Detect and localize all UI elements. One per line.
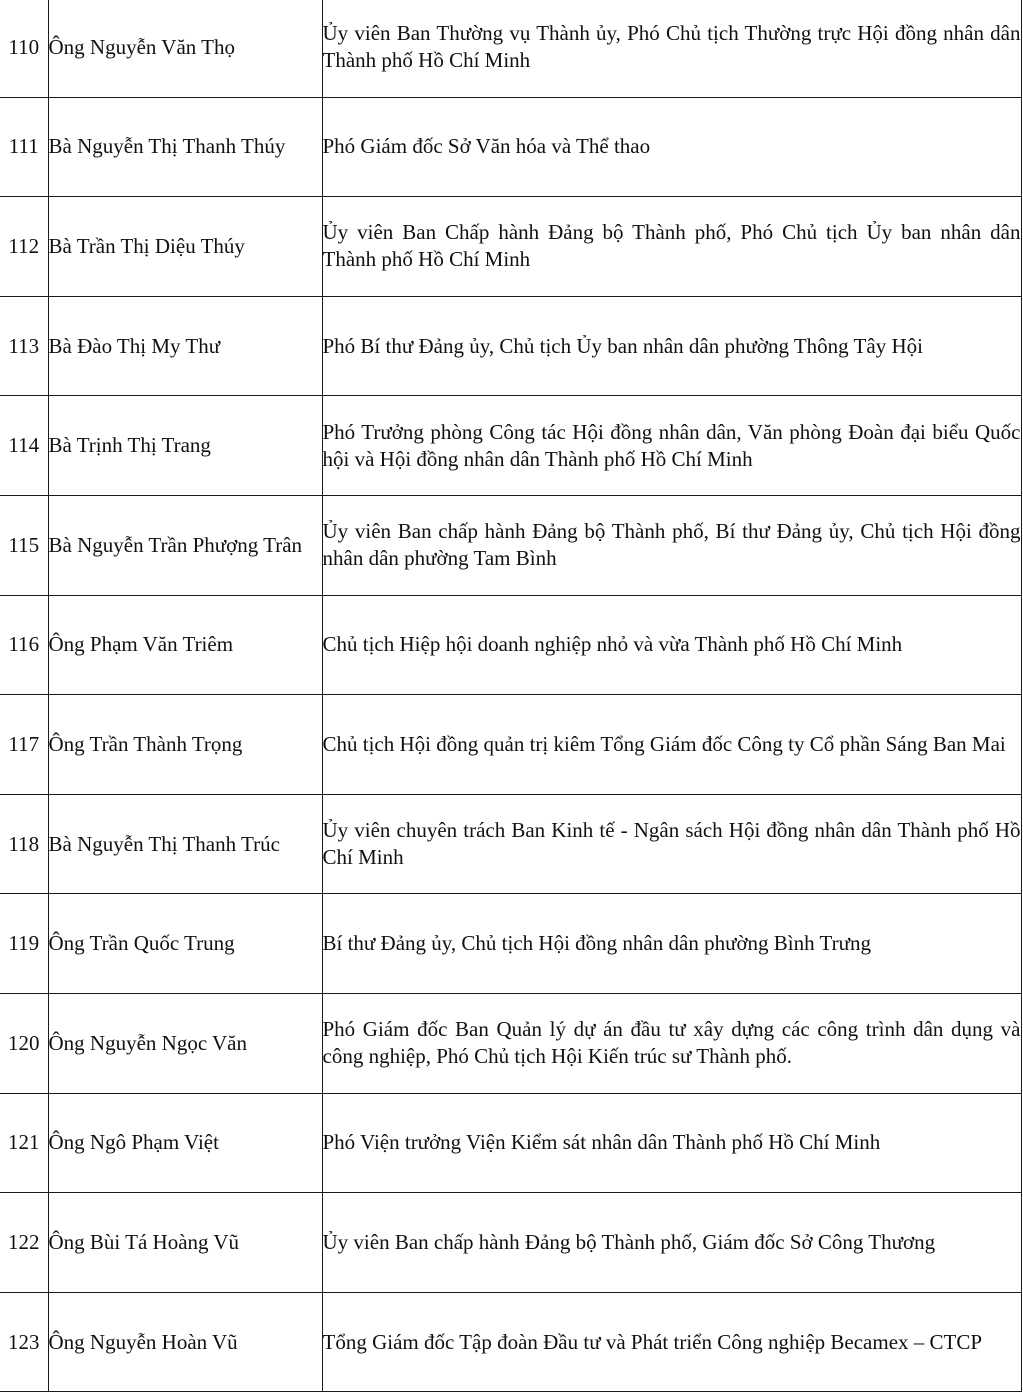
delegate-name: Ông Ngô Phạm Việt	[48, 1093, 322, 1193]
delegate-position: Ủy viên chuyên trách Ban Kinh tế - Ngân sách Hội đồng nhân dân Thành phố Hồ Chí Minh	[322, 794, 1021, 894]
row-number: 120	[0, 993, 48, 1093]
table-row	[0, 97, 1021, 197]
delegate-position: Phó Viện trưởng Viện Kiểm sát nhân dân Thành phố Hồ Chí Minh	[322, 1093, 1021, 1193]
delegate-position: Chủ tịch Hội đồng quản trị kiêm Tổng Giám đốc Công ty Cổ phần Sáng Ban Mai	[322, 695, 1021, 795]
delegate-position: Ủy viên Ban Thường vụ Thành ủy, Phó Chủ tịch Thường trực Hội đồng nhân dân Thành phố Hồ Chí Minh	[322, 0, 1021, 97]
row-number: 113	[0, 296, 48, 396]
delegate-name: Ông Trần Thành Trọng	[48, 695, 322, 795]
delegate-position: Tổng Giám đốc Tập đoàn Đầu tư và Phát triển Công nghiệp Becamex – CTCP	[322, 1292, 1021, 1392]
delegate-name: Bà Nguyễn Trần Phượng Trân	[48, 495, 322, 595]
table-row	[0, 1292, 1021, 1392]
delegate-position: Chủ tịch Hiệp hội doanh nghiệp nhỏ và vừa Thành phố Hồ Chí Minh	[322, 595, 1021, 695]
row-number: 114	[0, 396, 48, 496]
table-row	[0, 296, 1021, 396]
delegate-position: Bí thư Đảng ủy, Chủ tịch Hội đồng nhân dân phường Bình Trưng	[322, 894, 1021, 994]
table-row	[0, 695, 1021, 795]
row-number: 121	[0, 1093, 48, 1193]
row-number: 112	[0, 197, 48, 297]
table-row	[0, 0, 1021, 97]
delegate-position: Ủy viên Ban chấp hành Đảng bộ Thành phố, Bí thư Đảng ủy, Chủ tịch Hội đồng nhân dân phường Tam Bình	[322, 495, 1021, 595]
table-row	[0, 396, 1021, 496]
delegate-name: Bà Trần Thị Diệu Thúy	[48, 197, 322, 297]
table-row	[0, 993, 1021, 1093]
delegate-name: Ông Phạm Văn Triêm	[48, 595, 322, 695]
delegate-position: Phó Giám đốc Sở Văn hóa và Thể thao	[322, 97, 1021, 197]
row-number: 122	[0, 1193, 48, 1293]
delegate-position: Phó Bí thư Đảng ủy, Chủ tịch Ủy ban nhân dân phường Thông Tây Hội	[322, 296, 1021, 396]
row-number: 119	[0, 894, 48, 994]
table-row	[0, 1093, 1021, 1193]
delegate-name: Bà Nguyễn Thị Thanh Thúy	[48, 97, 322, 197]
row-number: 117	[0, 695, 48, 795]
delegate-name: Ông Nguyễn Ngọc Văn	[48, 993, 322, 1093]
row-number: 116	[0, 595, 48, 695]
delegate-name: Bà Nguyễn Thị Thanh Trúc	[48, 794, 322, 894]
delegate-position: Ủy viên Ban chấp hành Đảng bộ Thành phố, Giám đốc Sở Công Thương	[322, 1193, 1021, 1293]
delegate-position: Ủy viên Ban Chấp hành Đảng bộ Thành phố, Phó Chủ tịch Ủy ban nhân dân Thành phố Hồ Chí Minh	[322, 197, 1021, 297]
delegate-name: Bà Trịnh Thị Trang	[48, 396, 322, 496]
table-row	[0, 1193, 1021, 1293]
table-row	[0, 794, 1021, 894]
table-row	[0, 894, 1021, 994]
row-number: 115	[0, 495, 48, 595]
delegate-name: Ông Nguyễn Hoàn Vũ	[48, 1292, 322, 1392]
delegate-name: Ông Trần Quốc Trung	[48, 894, 322, 994]
table-row	[0, 495, 1021, 595]
row-number: 118	[0, 794, 48, 894]
row-number: 111	[0, 97, 48, 197]
table-row	[0, 595, 1021, 695]
table-row	[0, 197, 1021, 297]
row-number: 123	[0, 1292, 48, 1392]
delegate-position: Phó Trưởng phòng Công tác Hội đồng nhân dân, Văn phòng Đoàn đại biểu Quốc hội và Hội đồng nhân dân Thành phố Hồ Chí Minh	[322, 396, 1021, 496]
delegate-name: Ông Bùi Tá Hoàng Vũ	[48, 1193, 322, 1293]
row-number: 110	[0, 0, 48, 97]
delegate-name: Ông Nguyễn Văn Thọ	[48, 0, 322, 97]
delegate-name: Bà Đào Thị My Thư	[48, 296, 322, 396]
delegate-position: Phó Giám đốc Ban Quản lý dự án đầu tư xây dựng các công trình dân dụng và công nghiệp, Phó Chủ tịch Hội Kiến trúc sư Thành phố.	[322, 993, 1021, 1093]
